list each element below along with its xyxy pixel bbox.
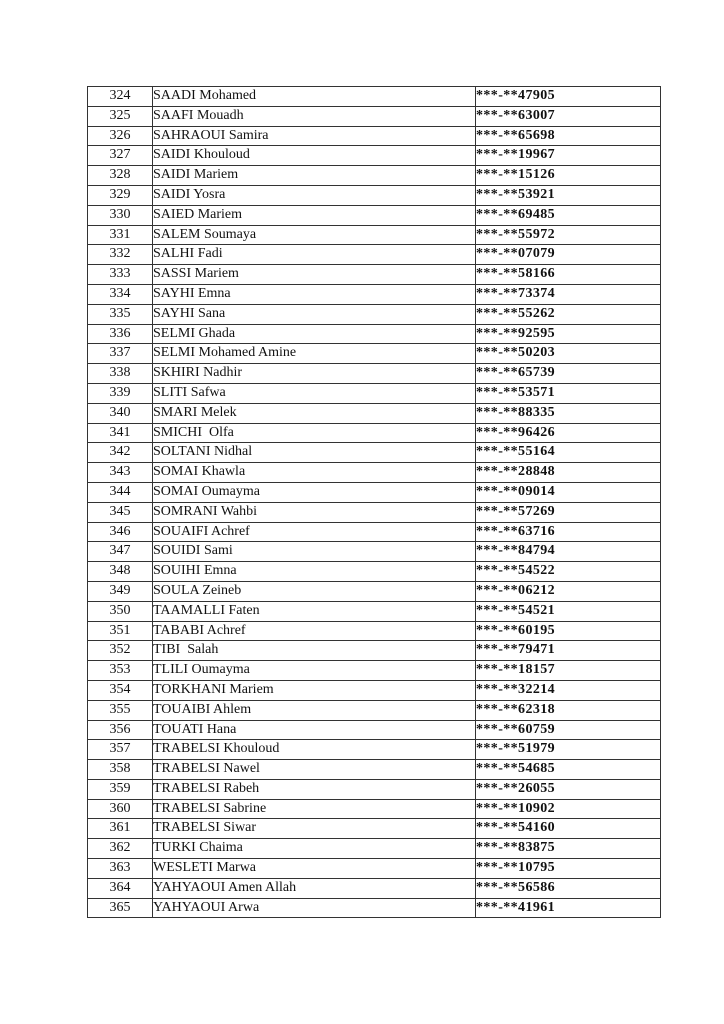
table-row xyxy=(88,87,661,107)
masked-id-cell: ***-**54521 xyxy=(476,601,661,621)
row-number-cell: 356 xyxy=(88,720,153,740)
table-row xyxy=(88,245,661,265)
masked-id-cell: ***-**15126 xyxy=(476,166,661,186)
masked-id-cell: ***-**10902 xyxy=(476,799,661,819)
row-number-cell: 337 xyxy=(88,344,153,364)
masked-id-cell: ***-**54522 xyxy=(476,562,661,582)
row-number-cell: 355 xyxy=(88,700,153,720)
row-number-cell: 357 xyxy=(88,740,153,760)
row-number-cell: 345 xyxy=(88,502,153,522)
masked-id-cell: ***-**83875 xyxy=(476,839,661,859)
student-name-cell: SALHI Fadi xyxy=(153,245,476,265)
student-name-cell: SOMAI Khawla xyxy=(153,463,476,483)
table-row xyxy=(88,166,661,186)
row-number-cell: 325 xyxy=(88,106,153,126)
masked-id-cell: ***-**51979 xyxy=(476,740,661,760)
row-number-cell: 324 xyxy=(88,87,153,107)
student-name-cell: SOUIDI Sami xyxy=(153,542,476,562)
masked-id-cell: ***-**53921 xyxy=(476,185,661,205)
row-number-cell: 354 xyxy=(88,680,153,700)
table-row xyxy=(88,562,661,582)
row-number-cell: 335 xyxy=(88,304,153,324)
table-row xyxy=(88,502,661,522)
masked-id-cell: ***-**55262 xyxy=(476,304,661,324)
table-row xyxy=(88,403,661,423)
student-name-cell: TRABELSI Sabrine xyxy=(153,799,476,819)
student-name-cell: SOUIHI Emna xyxy=(153,562,476,582)
student-name-cell: TURKI Chaima xyxy=(153,839,476,859)
student-name-cell: SAIED Mariem xyxy=(153,205,476,225)
row-number-cell: 340 xyxy=(88,403,153,423)
row-number-cell: 339 xyxy=(88,383,153,403)
table-row xyxy=(88,423,661,443)
table-row xyxy=(88,284,661,304)
student-name-cell: SOMAI Oumayma xyxy=(153,482,476,502)
row-number-cell: 341 xyxy=(88,423,153,443)
row-number-cell: 332 xyxy=(88,245,153,265)
table-row xyxy=(88,225,661,245)
student-name-cell: YAHYAOUI Amen Allah xyxy=(153,878,476,898)
student-name-cell: SLITI Safwa xyxy=(153,383,476,403)
masked-id-cell: ***-**84794 xyxy=(476,542,661,562)
table-row xyxy=(88,661,661,681)
student-name-cell: SAADI Mohamed xyxy=(153,87,476,107)
table-row xyxy=(88,126,661,146)
masked-id-cell: ***-**60195 xyxy=(476,621,661,641)
student-name-cell: SALEM Soumaya xyxy=(153,225,476,245)
table-row xyxy=(88,581,661,601)
masked-id-cell: ***-**57269 xyxy=(476,502,661,522)
masked-id-cell: ***-**63716 xyxy=(476,522,661,542)
student-name-cell: SAIDI Khouloud xyxy=(153,146,476,166)
table-row xyxy=(88,383,661,403)
masked-id-cell: ***-**79471 xyxy=(476,641,661,661)
row-number-cell: 347 xyxy=(88,542,153,562)
table-row xyxy=(88,522,661,542)
row-number-cell: 328 xyxy=(88,166,153,186)
table-row xyxy=(88,463,661,483)
table-row xyxy=(88,324,661,344)
student-name-cell: YAHYAOUI Arwa xyxy=(153,898,476,918)
student-name-cell: SOMRANI Wahbi xyxy=(153,502,476,522)
row-number-cell: 361 xyxy=(88,819,153,839)
table-body xyxy=(88,87,661,918)
masked-id-cell: ***-**55164 xyxy=(476,443,661,463)
table-row xyxy=(88,641,661,661)
masked-id-cell: ***-**65739 xyxy=(476,364,661,384)
masked-id-cell: ***-**06212 xyxy=(476,581,661,601)
row-number-cell: 362 xyxy=(88,839,153,859)
table-row xyxy=(88,878,661,898)
masked-id-table xyxy=(87,86,661,918)
student-name-cell: SELMI Mohamed Amine xyxy=(153,344,476,364)
masked-id-cell: ***-**07079 xyxy=(476,245,661,265)
masked-id-cell: ***-**54160 xyxy=(476,819,661,839)
masked-id-cell: ***-**65698 xyxy=(476,126,661,146)
student-name-cell: SOULA Zeineb xyxy=(153,581,476,601)
row-number-cell: 353 xyxy=(88,661,153,681)
row-number-cell: 365 xyxy=(88,898,153,918)
student-name-cell: TRABELSI Nawel xyxy=(153,760,476,780)
table-row xyxy=(88,106,661,126)
masked-id-cell: ***-**09014 xyxy=(476,482,661,502)
masked-id-cell: ***-**26055 xyxy=(476,779,661,799)
masked-id-cell: ***-**53571 xyxy=(476,383,661,403)
student-name-cell: SAIDI Yosra xyxy=(153,185,476,205)
masked-id-cell: ***-**32214 xyxy=(476,680,661,700)
student-name-cell: TRABELSI Rabeh xyxy=(153,779,476,799)
table-row xyxy=(88,859,661,879)
student-name-cell: TLILI Oumayma xyxy=(153,661,476,681)
row-number-cell: 358 xyxy=(88,760,153,780)
row-number-cell: 330 xyxy=(88,205,153,225)
row-number-cell: 326 xyxy=(88,126,153,146)
row-number-cell: 343 xyxy=(88,463,153,483)
masked-id-cell: ***-**18157 xyxy=(476,661,661,681)
row-number-cell: 349 xyxy=(88,581,153,601)
student-name-cell: TOUATI Hana xyxy=(153,720,476,740)
table-row xyxy=(88,344,661,364)
row-number-cell: 346 xyxy=(88,522,153,542)
masked-id-cell: ***-**54685 xyxy=(476,760,661,780)
masked-id-cell: ***-**63007 xyxy=(476,106,661,126)
masked-id-cell: ***-**69485 xyxy=(476,205,661,225)
student-name-cell: TRABELSI Khouloud xyxy=(153,740,476,760)
table-row xyxy=(88,898,661,918)
row-number-cell: 334 xyxy=(88,284,153,304)
masked-id-cell: ***-**41961 xyxy=(476,898,661,918)
masked-id-cell: ***-**10795 xyxy=(476,859,661,879)
masked-id-cell: ***-**62318 xyxy=(476,700,661,720)
student-name-cell: TRABELSI Siwar xyxy=(153,819,476,839)
table-row xyxy=(88,601,661,621)
table-row xyxy=(88,265,661,285)
student-name-cell: WESLETI Marwa xyxy=(153,859,476,879)
row-number-cell: 336 xyxy=(88,324,153,344)
table-row xyxy=(88,621,661,641)
table-row xyxy=(88,364,661,384)
table-row xyxy=(88,185,661,205)
student-name-cell: TIBI Salah xyxy=(153,641,476,661)
table-row xyxy=(88,205,661,225)
student-name-cell: TOUAIBI Ahlem xyxy=(153,700,476,720)
masked-id-cell: ***-**92595 xyxy=(476,324,661,344)
table-row xyxy=(88,700,661,720)
student-name-cell: SAIDI Mariem xyxy=(153,166,476,186)
table-row xyxy=(88,304,661,324)
table-row xyxy=(88,779,661,799)
row-number-cell: 352 xyxy=(88,641,153,661)
masked-id-cell: ***-**50203 xyxy=(476,344,661,364)
masked-id-cell: ***-**58166 xyxy=(476,265,661,285)
table-row xyxy=(88,799,661,819)
table-row xyxy=(88,482,661,502)
row-number-cell: 350 xyxy=(88,601,153,621)
student-name-cell: TAAMALLI Faten xyxy=(153,601,476,621)
student-name-cell: TABABI Achref xyxy=(153,621,476,641)
row-number-cell: 344 xyxy=(88,482,153,502)
masked-id-cell: ***-**55972 xyxy=(476,225,661,245)
table-row xyxy=(88,443,661,463)
student-name-cell: SASSI Mariem xyxy=(153,265,476,285)
student-name-cell: SELMI Ghada xyxy=(153,324,476,344)
masked-id-cell: ***-**19967 xyxy=(476,146,661,166)
student-name-cell: SOUAIFI Achref xyxy=(153,522,476,542)
masked-id-cell: ***-**96426 xyxy=(476,423,661,443)
table-row xyxy=(88,680,661,700)
table-row xyxy=(88,819,661,839)
row-number-cell: 348 xyxy=(88,562,153,582)
row-number-cell: 342 xyxy=(88,443,153,463)
row-number-cell: 329 xyxy=(88,185,153,205)
row-number-cell: 327 xyxy=(88,146,153,166)
masked-id-cell: ***-**60759 xyxy=(476,720,661,740)
table-row xyxy=(88,542,661,562)
masked-id-cell: ***-**88335 xyxy=(476,403,661,423)
student-name-cell: SAYHI Emna xyxy=(153,284,476,304)
student-name-cell: SAYHI Sana xyxy=(153,304,476,324)
table-row xyxy=(88,146,661,166)
table-row xyxy=(88,760,661,780)
student-name-cell: SOLTANI Nidhal xyxy=(153,443,476,463)
masked-id-cell: ***-**73374 xyxy=(476,284,661,304)
student-name-cell: SAAFI Mouadh xyxy=(153,106,476,126)
row-number-cell: 333 xyxy=(88,265,153,285)
row-number-cell: 360 xyxy=(88,799,153,819)
row-number-cell: 363 xyxy=(88,859,153,879)
table-row xyxy=(88,720,661,740)
student-name-cell: SMARI Melek xyxy=(153,403,476,423)
row-number-cell: 351 xyxy=(88,621,153,641)
student-name-cell: TORKHANI Mariem xyxy=(153,680,476,700)
row-number-cell: 364 xyxy=(88,878,153,898)
table-row xyxy=(88,839,661,859)
row-number-cell: 331 xyxy=(88,225,153,245)
student-name-cell: SMICHI Olfa xyxy=(153,423,476,443)
row-number-cell: 338 xyxy=(88,364,153,384)
student-name-cell: SAHRAOUI Samira xyxy=(153,126,476,146)
table-row xyxy=(88,740,661,760)
row-number-cell: 359 xyxy=(88,779,153,799)
masked-id-cell: ***-**47905 xyxy=(476,87,661,107)
masked-id-cell: ***-**56586 xyxy=(476,878,661,898)
student-name-cell: SKHIRI Nadhir xyxy=(153,364,476,384)
masked-id-cell: ***-**28848 xyxy=(476,463,661,483)
